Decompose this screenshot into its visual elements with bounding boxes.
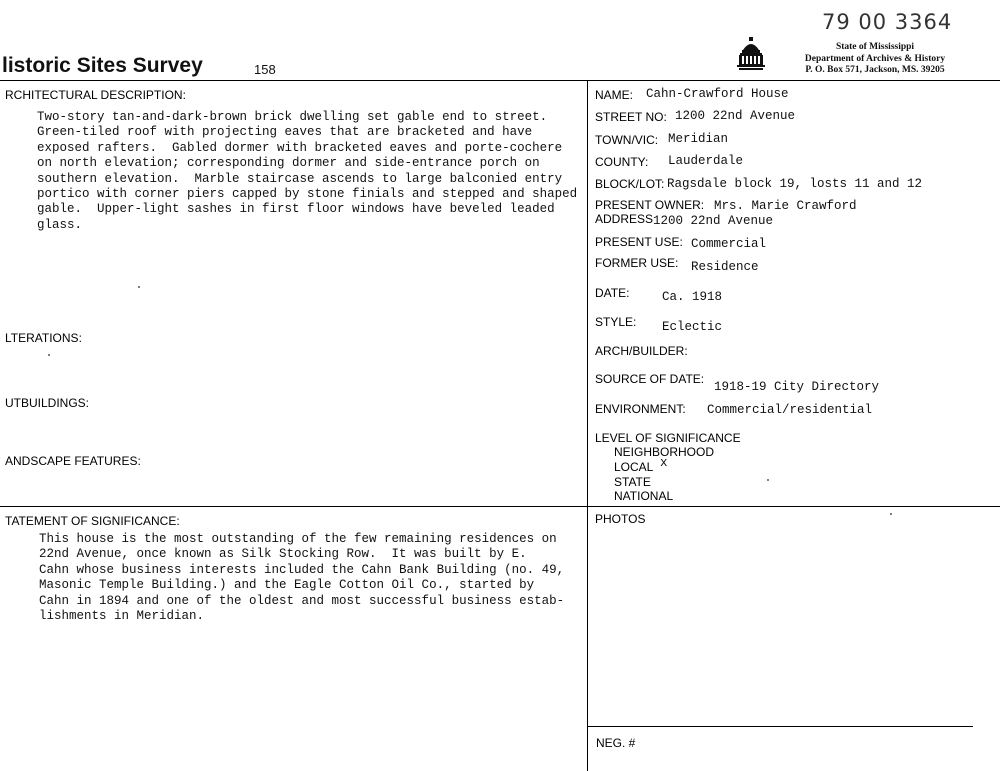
present-use-label: PRESENT USE: xyxy=(595,235,683,249)
form-title: listoric Sites Survey xyxy=(2,54,203,77)
date-value: Ca. 1918 xyxy=(662,290,723,304)
present-owner-label: PRESENT OWNER: xyxy=(595,198,705,212)
architectural-description-text: Two-story tan-and-dark-brown brick dwelling set gable end to street. Green-tiled roof with projecting eaves that are bracketed and have exposed rafters. Gabled dormer with bracketed eaves and porte-cochere on north elevation; corresponding dormer and side-entrance porch on southern elevation. Marble staircase ascends to large balconied entry portico with corner piers capped by stone finials and stepped and shaped gable. Upper-light sashes in first floor windows have beveled leaded glass. xyxy=(37,110,578,232)
source-of-date-label: SOURCE OF DATE: xyxy=(595,372,705,386)
agency-department: Department of Archives & History xyxy=(804,53,946,64)
street-label: STREET NO: xyxy=(595,110,667,124)
agency-block xyxy=(785,42,965,77)
style-label: STYLE: xyxy=(595,315,637,329)
block-lot-label: BLOCK/LOT: xyxy=(595,177,665,191)
name-label: NAME: xyxy=(595,88,634,102)
landscape-features-label: ANDSCAPE FEATURES: xyxy=(5,454,141,468)
column-divider xyxy=(587,80,588,771)
town-value: Meridian xyxy=(668,132,729,146)
statement-of-significance-label: TATEMENT OF SIGNIFICANCE: xyxy=(5,514,180,528)
photos-label: PHOTOS xyxy=(595,512,646,526)
speck xyxy=(890,513,892,515)
former-use-label: FORMER USE: xyxy=(595,256,679,270)
date-label: DATE: xyxy=(595,286,630,300)
alterations-label: LTERATIONS: xyxy=(5,331,82,345)
street-value: 1200 22nd Avenue xyxy=(675,109,796,123)
level-neighborhood: NEIGHBORHOOD xyxy=(614,445,715,459)
level-state: STATE xyxy=(614,475,651,489)
speck xyxy=(48,354,50,356)
style-value: Eclectic xyxy=(662,320,723,334)
statement-of-significance-text: This house is the most outstanding of the few remaining residences on 22nd Avenue, once known as Silk Stocking Row. It was built by E. Cahn whose business interests included the Cahn Bank Building (no. 49, Masonic Temple Building.) and the Eagle Cotton Oil Co., started by Cahn in 1894 and one of the oldest and most successful business estab- lishments in Meridian. xyxy=(39,532,565,624)
former-use-value: Residence xyxy=(691,260,759,274)
address-label: ADDRESS xyxy=(595,212,654,226)
photos-bottom-rule xyxy=(587,726,973,727)
speck xyxy=(138,286,140,288)
environment-label: ENVIRONMENT: xyxy=(595,402,686,416)
present-use-value: Commercial xyxy=(691,237,767,251)
capitol-seal-icon xyxy=(737,37,765,71)
name-value: Cahn-Crawford House xyxy=(646,87,789,101)
agency-address: P. O. Box 571, Jackson, MS. 39205 xyxy=(805,65,945,75)
environment-value: Commercial/residential xyxy=(707,403,873,417)
level-of-significance-label: LEVEL OF SIGNIFICANCE xyxy=(595,431,741,445)
architectural-description-label: RCHITECTURAL DESCRIPTION: xyxy=(5,88,186,102)
header-rule xyxy=(0,80,1000,81)
address-value: 1200 22nd Avenue xyxy=(653,214,774,228)
county-label: COUNTY: xyxy=(595,155,649,169)
agency-state: State of Mississippi xyxy=(835,42,915,52)
block-lot-value: Ragsdale block 19, losts 11 and 12 xyxy=(667,177,923,191)
town-label: TOWN/VIC: xyxy=(595,133,659,147)
page-number: 158 xyxy=(254,62,276,77)
level-local-mark: x xyxy=(660,456,668,470)
section-rule xyxy=(0,506,1000,507)
negative-number-label: NEG. # xyxy=(596,736,636,750)
handwritten-number: 79 00 3364 xyxy=(822,10,953,34)
level-national: NATIONAL xyxy=(614,489,674,503)
source-of-date-value: 1918-19 City Directory xyxy=(714,380,880,394)
outbuildings-label: UTBUILDINGS: xyxy=(5,396,90,410)
present-owner-value: Mrs. Marie Crawford xyxy=(714,199,857,213)
arch-builder-label: ARCH/BUILDER: xyxy=(595,344,688,358)
speck xyxy=(767,479,769,481)
level-local: LOCAL xyxy=(614,460,654,474)
county-value: Lauderdale xyxy=(668,154,744,168)
